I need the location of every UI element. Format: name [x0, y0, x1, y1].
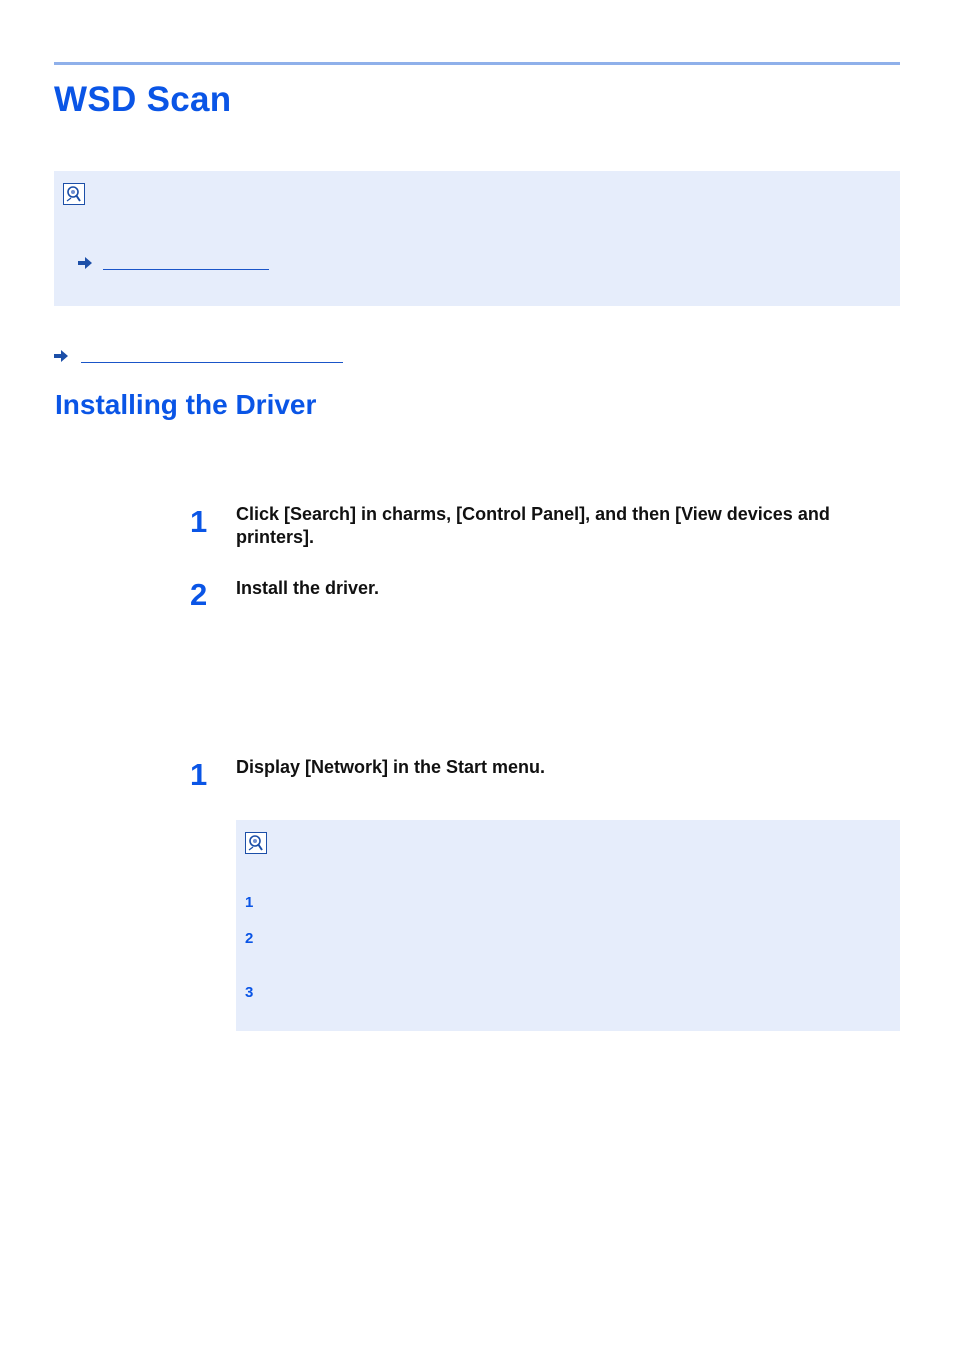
arrow-right-icon [78, 257, 92, 269]
arrow-right-icon [54, 350, 68, 362]
note-list-number: 3 [245, 984, 254, 1001]
note-icon [245, 832, 267, 854]
note-box-top [54, 171, 900, 306]
section-title: Installing the Driver [55, 389, 317, 420]
top-rule [54, 62, 900, 65]
page-title: WSD Scan [54, 80, 232, 119]
reference-link[interactable] [103, 269, 269, 270]
note-icon [63, 183, 85, 205]
step-text: Click [Search] in charms, [Control Panel], and then [View devices and printers]. [236, 504, 830, 547]
step-text: Display [Network] in the Start menu. [236, 757, 546, 777]
step-text: Install the driver. [236, 578, 380, 598]
reference-link[interactable] [81, 362, 343, 363]
note-list-number: 1 [245, 894, 254, 911]
note-list-number: 2 [245, 930, 254, 947]
note-box-steps [236, 820, 900, 1031]
step-number: 1 [190, 757, 208, 792]
step-number: 2 [190, 577, 208, 612]
step-number: 1 [190, 504, 208, 539]
